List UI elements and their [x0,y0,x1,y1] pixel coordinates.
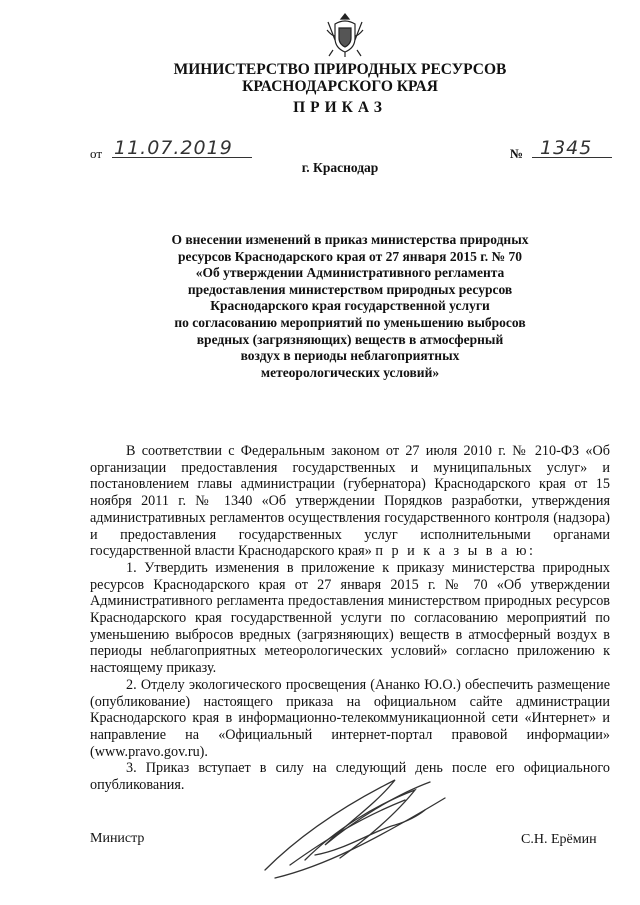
ministry-name-line1: МИНИСТЕРСТВО ПРИРОДНЫХ РЕСУРСОВ [173,61,507,78]
subject-line: воздух в периоды неблагоприятных [240,348,460,364]
handwritten-signature-icon [245,770,455,885]
order-item-3: 3. Приказ вступает в силу на следующий день после его официального опубликования. [90,760,610,794]
date-label: от [90,146,103,161]
order-subject [140,232,560,381]
subject-line: предоставления министерством природных ресурсов [187,281,513,297]
signer-name: С.Н. Ерёмин [521,832,597,847]
number-value: 1345 [540,137,593,159]
subject-line: ресурсов Краснодарского края от 27 января 2015 г. № 70 [178,248,522,264]
date-value: 11.07.2019 [114,137,233,159]
preamble-text: В соответствии с Федеральным законом от 27 июля 2010 г. № 210-ФЗ «Об организации предоставления государственных и муниципальных услуг» и постановлением главы администрации (губернатора) Краснодарского края от 15 ноября 2011 г. № 1340 «Об утверждении Порядков разработки, утверждения административных регламентов осуществления государственного контроля (надзора) и предоставления государственных услуг исполнительными органами государственной власти Краснодарского края» [90,443,610,560]
preamble-paragraph [90,443,610,560]
subject-line: Краснодарского края государственной услуги [210,298,490,314]
document-type: ПРИКАЗ [293,99,387,116]
order-word: п р и к а з ы в а ю: [375,543,536,560]
ministry-name-line2: КРАСНОДАРСКОГО КРАЯ [242,78,438,95]
subject-line: О внесении изменений в приказ министерства природных [171,232,529,247]
order-body [90,443,610,794]
subject-line: по согласованию мероприятий по уменьшению выбросов [174,314,526,330]
date-underline [112,157,252,158]
coat-of-arms-icon [325,10,365,58]
subject-line: метеорологических условий» [260,364,440,380]
signer-position: Министр [90,831,145,846]
number-underline [532,157,612,158]
subject-line: вредных (загрязняющих) веществ в атмосферный [196,331,504,347]
order-item-2: 2. Отделу экологического просвещения (Ананко Ю.О.) обеспечить размещение (опубликование) настоящего приказа на официальном сайте администрации Краснодарского края в информационно-телекоммуникационной сети «Интернет» и направление на «Официальный интернет-портал правовой информации» (www.pravo.gov.ru). [90,676,610,760]
subject-line: «Об утверждении Административного регламента [195,265,505,281]
number-label: № [510,146,524,161]
order-item-1: 1. Утвердить изменения в приложение к приказу министерства природных ресурсов Краснодарского края от 27 января 2015 г. № 70 «Об утверждении Административного регламента предоставления министерством природных ресурсов Краснодарского края государственной услуги по согласованию мероприятий по уменьшению выбросов вредных (загрязняющих) веществ в атмосферный воздух в периоды неблагоприятных метеорологических условий» согласно приложению к настоящему приказу. [90,559,610,677]
city: г. Краснодар [301,160,379,175]
